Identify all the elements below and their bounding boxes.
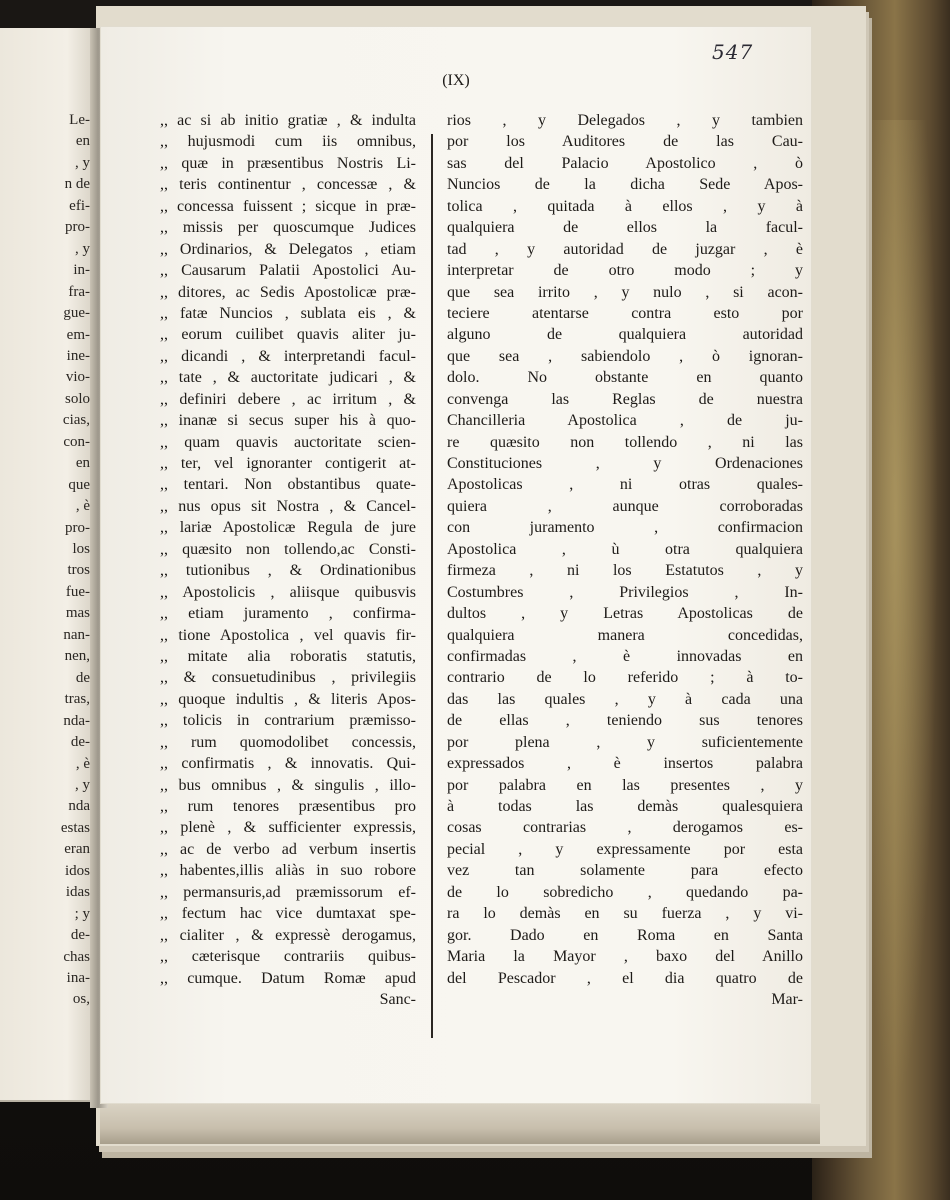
spanish-text-line: Nuncios de la dicha Sede Apos- [447,176,803,194]
left-page-fragment: tras, [64,691,90,708]
left-page-fragment: vio- [65,369,90,386]
left-page-fragment: que [68,476,90,493]
left-page-fragment: idos [64,862,90,879]
latin-text-line: ,, quoque indultis , & literis Apos- [160,690,416,708]
left-page-fragment: , y [75,776,90,793]
latin-text-line: ,, tione Apostolica , vel quavis fir- [160,626,416,644]
left-page-fragment: pro- [65,519,90,536]
left-page-fragment: ; y [74,905,90,922]
latin-text-line: ,, concessa fuissent ; sicque in præ- [160,197,416,215]
spanish-column [447,110,803,1010]
latin-column [160,110,416,1010]
spanish-text-line: Apostolicas , ni otras quales- [447,476,803,494]
spanish-text-line: Apostolica , ù otra qualquiera [447,540,803,558]
left-page-fragment: los [72,541,90,557]
spanish-text-line: pecial , y expressamente por esta [447,840,803,858]
latin-text-line: ,, bus omnibus , & singulis , illo- [160,776,416,794]
latin-text-line: ,, habentes,illis aliàs in suo robore [160,862,416,880]
latin-text-line: ,, tolicis in contrarium præmisso- [160,712,416,730]
spanish-text-line: à todas las demàs qualesquiera [447,798,803,815]
latin-text-line: ,, etiam juramento , confirma- [160,605,416,623]
spanish-text-line: interpretar de otro modo ; y [447,262,803,280]
spanish-text-line: Mar- [771,990,803,1008]
spanish-text-line: por palabra en las presentes , y [447,776,803,794]
latin-text-line: ,, ter, vel ignoranter contigerit at- [160,455,416,472]
spanish-text-line: confirmadas , è innovadas en [447,647,803,665]
latin-text-line: ,, Causarum Palatii Apostolici Au- [160,262,416,280]
spanish-text-line: rios , y Delegados , y tambien [447,112,803,129]
left-page-fragment: pro- [65,219,90,236]
left-page-fragment: en [75,455,90,472]
left-page-fragment: tros [67,562,90,579]
spanish-text-line: de ellas , teniendo sus tenores [447,712,803,730]
spanish-text-line: teciere atentarse contra esto por [447,304,803,322]
left-page-fragment: gue- [63,305,90,322]
left-page-fragment: de- [70,927,90,944]
left-page-fragment: con- [63,433,90,450]
binding-stain [868,120,938,1100]
latin-text-line: ,, tentari. Non obstantibus quate- [160,476,416,494]
latin-text-line: ,, teris continentur , concessæ , & [160,176,416,194]
latin-text-line: ,, inanæ si secus super his à quo- [160,412,416,430]
left-page-fragment: os, [72,991,90,1008]
left-page-fragment: nda- [63,712,90,729]
spanish-text-line: firmeza , ni los Estatutos , y [447,562,803,580]
left-page-fragment: solo [64,390,90,407]
latin-text-line: ,, cialiter , & expressè derogamus, [160,926,416,944]
latin-text-line: ,, Ordinarios, & Delegatos , etiam [160,240,416,258]
latin-text-line: ,, fatæ Nuncios , sublata eis , & [160,304,416,322]
spanish-text-line: alguno de qualquiera autoridad [447,326,803,344]
latin-text-line: ,, lariæ Apostolicæ Regula de jure [160,519,416,537]
left-page-fragment: de- [70,734,90,751]
spanish-text-line: por los Auditores de las Cau- [447,133,803,151]
latin-text-line: ,, definiri debere , ac irritum , & [160,390,416,408]
spanish-text-line: tolica , quitada à ellos , y à [447,197,803,215]
handwritten-folio-number: 547 [712,40,754,64]
left-page-fragment: fra- [68,283,90,300]
latin-text-line: ,, nus opus sit Nostra , & Cancel- [160,497,416,515]
left-page-fragment: Le- [69,112,90,128]
left-page-fragment: , è [75,498,90,515]
latin-text-line: ,, ditores, ac Sedis Apostolicæ præ- [160,283,416,301]
latin-text-line: ,, missis per quoscumque Judices [160,219,416,237]
spanish-text-line: Chancilleria Apostolica , de ju- [447,412,803,430]
spanish-text-line: que sea irrito , y nulo , si acon- [447,283,803,301]
spanish-text-line: cosas contrarias , derogamos es- [447,819,803,837]
latin-text-line: ,, tutionibus , & Ordinationibus [160,562,416,580]
left-page-fragment: eran [64,841,90,858]
column-rule [431,134,433,1038]
spanish-text-line: que sea , sabiendolo , ò ignoran- [447,347,803,365]
latin-text-line: ,, rum tenores præsentibus pro [160,798,416,815]
spanish-text-line: qualquiera de ellos la facul- [447,219,803,237]
spanish-text-line: con juramento , confirmacion [447,519,803,537]
latin-text-line: ,, cæterisque contrariis quibus- [160,948,416,966]
spanish-text-line: Constituciones , y Ordenaciones [447,455,803,472]
spanish-text-line: del Pescador , el dia quatro de [447,969,803,987]
left-page-fragment: nen, [64,648,90,665]
latin-text-line: ,, rum quomodolibet concessis, [160,733,416,751]
left-page-fragment: mas [65,605,90,622]
latin-text-line: ,, dicandi , & interpretandi facul- [160,347,416,365]
left-page-fragment: , è [75,755,90,772]
left-page-fragment: idas [65,884,90,901]
left-page-fragment: estas [60,819,90,836]
spanish-text-line: de lo sobredicho , quedando pa- [447,883,803,901]
spanish-text-line: contrario de lo referido ; à to- [447,669,803,687]
latin-text-line: ,, quam quavis auctoritate scien- [160,433,416,451]
latin-text-line: ,, & consuetudinibus , privilegiis [160,669,416,687]
latin-text-line: ,, cumque. Datum Romæ apud [160,969,416,987]
latin-text-line: Sanc- [379,990,416,1008]
spanish-text-line: sas del Palacio Apostolico , ò [447,154,803,172]
left-page-fragment: en [75,133,90,150]
latin-text-line: ,, permansuris,ad præmissorum ef- [160,883,416,901]
spanish-text-line: expressados , è insertos palabra [447,755,803,773]
left-page-fragment: efi- [69,197,90,214]
right-page [100,26,812,1104]
latin-text-line: ,, hujusmodi cum iis omnibus, [160,133,416,151]
spanish-text-line: quiera , aunque corroboradas [447,497,803,515]
latin-text-line: ,, eorum cuilibet quavis aliter ju- [160,326,416,344]
page-edge [100,1104,820,1144]
spanish-text-line: das las quales , y à cada una [447,690,803,708]
latin-text-line: ,, quæsito non tollendo,ac Consti- [160,540,416,558]
spanish-text-line: dultos , y Letras Apostolicas de [447,605,803,623]
spanish-text-line: re quæsito non tollendo , ni las [447,433,803,451]
latin-text-line: ,, ac de verbo ad verbum insertis [160,840,416,858]
latin-text-line: ,, tate , & auctoritate judicari , & [160,369,416,387]
left-page-fragment: nan- [63,626,90,643]
left-page-fragment: in- [73,262,90,279]
latin-text-line: ,, ac si ab initio gratiæ , & indulta [160,112,416,129]
latin-text-line: ,, plenè , & sufficienter expressis, [160,819,416,837]
left-page-fragment: cias, [62,412,90,429]
left-page-fragment: de [75,669,90,686]
spanish-text-line: convenga las Reglas de nuestra [447,390,803,408]
left-page-fragment: nda [68,798,90,815]
spanish-text-line: Maria la Mayor , baxo del Anillo [447,948,803,966]
left-page-fragment: n de [64,176,90,193]
left-page-fragment: ina- [66,970,90,986]
latin-text-line: ,, mitate alia roboratis statutis, [160,647,416,665]
spanish-text-line: Costumbres , Privilegios , In- [447,583,803,601]
latin-text-line: ,, quæ in præsentibus Nostris Li- [160,154,416,172]
spanish-text-line: qualquiera manera concedidas, [447,626,803,644]
spanish-text-line: gor. Dado en Roma en Santa [447,926,803,944]
spanish-text-line: tad , y autoridad de juzgar , è [447,240,803,258]
latin-text-line: ,, confirmatis , & innovatis. Qui- [160,755,416,773]
left-facing-page [0,28,96,1102]
spanish-text-line: por plena , y suficientemente [447,733,803,751]
left-page-fragment: em- [66,326,90,343]
left-page-fragment: fue- [65,583,90,600]
page-number: (IX) [442,72,470,89]
left-page-fragment: , y [75,154,90,171]
left-page-fragment: chas [63,948,90,965]
left-page-fragment: , y [75,240,90,257]
spanish-text-line: dolo. No obstante en quanto [447,369,803,387]
spanish-text-line: ra lo demàs en su fuerza , y vi- [447,905,803,923]
left-page-fragment: ine- [66,347,90,364]
spanish-text-line: vez tan solamente para efecto [447,862,803,880]
latin-text-line: ,, fectum hac vice dumtaxat spe- [160,905,416,923]
latin-text-line: ,, Apostolicis , aliisque quibusvis [160,583,416,601]
